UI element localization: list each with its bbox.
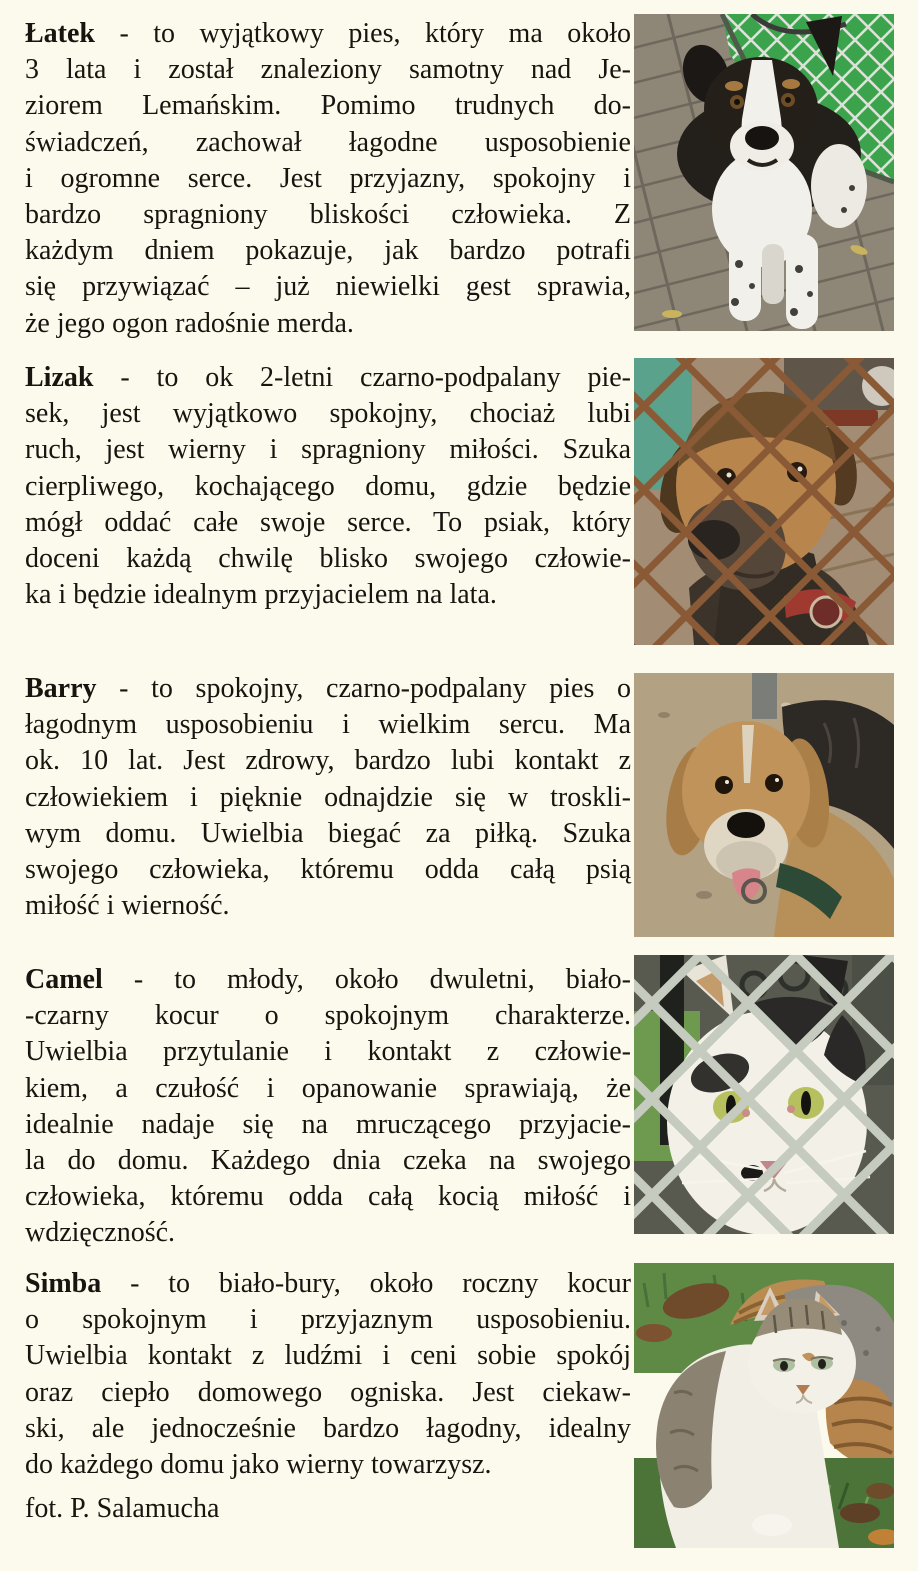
text-line: Lizak - to ok 2-letni czarno-podpalany pie- xyxy=(25,362,631,393)
text-line: doceni każdą chwilę blisko swojego człowie- xyxy=(25,543,631,575)
text-line: i ogromne serce. Jest przyjazny, spokojny i xyxy=(25,162,631,194)
paragraph-text xyxy=(25,671,631,924)
paragraph-text xyxy=(25,360,631,613)
text-line: -czarny kocur o spokojnym charakterze. xyxy=(25,1000,631,1032)
camel-cat-illustration xyxy=(634,955,894,1234)
text-line: swojego człowieka, któremu odda całą psią xyxy=(25,854,631,886)
text-line: ski, ale jednocześnie bardzo łagodny, idealny xyxy=(25,1412,631,1444)
text-line: świadczeń, zachował łagodne usposobienie xyxy=(25,126,631,158)
text-line: Uwielbia kontakt z ludźmi i ceni sobie spokój xyxy=(25,1340,631,1372)
lizak-dog-illustration xyxy=(634,358,894,645)
text-line: cierpliwego, kochającego domu, gdzie będzie xyxy=(25,470,631,502)
text-line: człowiekiem i pięknie odnajdzie się w troskli- xyxy=(25,781,631,813)
text-line: oraz ciepło domowego ogniska. Jest ciekaw- xyxy=(25,1376,631,1408)
text-line: wym domu. Uwielbia biegać za piłką. Szuka xyxy=(25,817,631,849)
text-line: się przywiązać – już niewielki gest sprawia, xyxy=(25,271,631,303)
pet-name: Barry xyxy=(25,673,97,704)
text-line: 3 lata i został znaleziony samotny nad Je- xyxy=(25,54,631,86)
photo-simba xyxy=(634,1263,894,1548)
text-line: idealnie nadaje się na mruczącego przyjacie- xyxy=(25,1108,631,1140)
text-line: Simba - to biało-bury, około roczny kocur xyxy=(25,1268,631,1299)
text-line: kiem, a czułość i opanowanie sprawiają, że xyxy=(25,1072,631,1104)
text-line: że jego ogon radośnie merda. xyxy=(25,307,354,339)
pet-name: Camel xyxy=(25,964,103,995)
photo-latek xyxy=(634,14,894,331)
text-line: mógł oddać całe swoje serce. To psiak, który xyxy=(25,506,631,538)
text-line: miłość i wierność. xyxy=(25,890,230,922)
text-line: ziorem Lemańskim. Pomimo trudnych do- xyxy=(25,90,631,122)
paragraph-lizak xyxy=(25,360,631,613)
text-line: do każdego domu jako wierny towarzysz. xyxy=(25,1449,492,1481)
barry-dog-illustration xyxy=(634,673,894,937)
photo-barry xyxy=(634,673,894,937)
latek-dog-illustration xyxy=(634,14,894,331)
paragraph-latek xyxy=(25,16,631,342)
paragraph-text xyxy=(25,962,631,1252)
photo-camel xyxy=(634,955,894,1234)
text-line: o spokojnym i przyjaznym usposobieniu. xyxy=(25,1304,631,1336)
text-line: Łatek - to wyjątkowy pies, który ma około xyxy=(25,18,631,49)
text-line: la do domu. Każdego dnia czeka na swojego xyxy=(25,1145,631,1177)
pet-name: Simba xyxy=(25,1268,102,1299)
simba-cat-illustration xyxy=(634,1263,894,1548)
text-line: łagodnym usposobieniu i wielkim sercu. Ma xyxy=(25,709,631,741)
text-line: ka i będzie idealnym przyjacielem na lata. xyxy=(25,579,497,611)
paragraph-text xyxy=(25,1266,631,1483)
text-line: bardzo spragniony bliskości człowieka. Z xyxy=(25,199,631,231)
text-line: każdym dniem pokazuje, jak bardzo potrafi xyxy=(25,235,631,267)
text-line: sek, jest wyjątkowo spokojny, chociaż lubi xyxy=(25,398,631,430)
pet-name: Łatek xyxy=(25,18,95,49)
paragraph-camel xyxy=(25,962,631,1252)
photo-credit: fot. P. Salamucha xyxy=(25,1493,220,1524)
paragraph-text xyxy=(25,16,631,342)
text-line: ruch, jest wierny i spragniony miłości. Szuka xyxy=(25,434,631,466)
text-line: człowieka, któremu odda całą kocią miłość i xyxy=(25,1181,631,1213)
text-line: Uwielbia przytulanie i kontakt z człowie- xyxy=(25,1036,631,1068)
text-line: Camel - to młody, około dwuletni, biało- xyxy=(25,964,631,995)
text-line: wdzięczność. xyxy=(25,1217,176,1249)
paragraph-barry xyxy=(25,671,631,924)
pet-name: Lizak xyxy=(25,362,94,393)
photo-lizak xyxy=(634,358,894,645)
paragraph-simba xyxy=(25,1266,631,1483)
text-line: ok. 10 lat. Jest zdrowy, bardzo lubi kontakt z xyxy=(25,745,631,777)
text-line: Barry - to spokojny, czarno-podpalany pies o xyxy=(25,673,631,704)
